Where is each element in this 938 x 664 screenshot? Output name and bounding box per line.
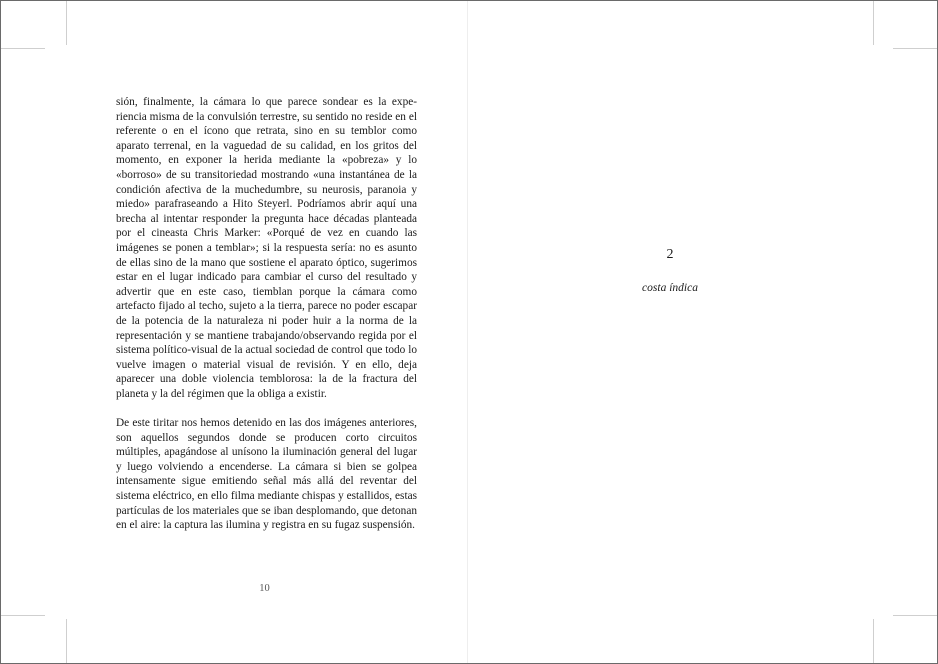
left-page — [1, 1, 467, 663]
chapter-title: costa índica — [642, 282, 698, 294]
chapter-number: 2 — [666, 247, 674, 262]
crop-mark — [1, 48, 45, 49]
crop-mark — [66, 1, 67, 45]
paragraph: sión, finalmente, la cámara lo que parece sondear es la experiencia misma de la convulsión terrestre, su sentido no reside en el referente o en el ícono que retrata, sino en su temblor como aparato terrenal, en la vaguedad de su calidad, en los gritos del momento, en exponer la herida mediante la «pobreza» y lo «borroso» de su transitoriedad mostrando «una instantánea de la condición afectiva de la muchedumbre, su neurosis, paranoia y miedo» parafraseando a Hito Steyerl. Podríamos abrir aquí una brecha al intentar responder la pregunta hace décadas planteada por el cineasta Chris Marker: «Porqué de vez en cuando las imágenes se ponen a temblar»; si la respuesta sería: no es asunto de ellas sino de la mano que sostiene el aparato óptico, sugerimos estar en el lugar indicado para cambiar el curso del resultado y advertir que en este caso, tiemblan porque la cámara como artefacto fijado al techo, sujeto a la tierra, parece no poder escapar de la potencia de la naturaleza ni poder huir a la norma de la representación y se mantiene trabajando/observando regida por el sistema político-visual de la actual sociedad de control que todo lo vuelve imagen o material visual de revisión. Y en ello, deja aparecer una doble violencia temblorosa: la de la fractura del planeta y la del régimen que la obliga a existir. — [116, 96, 417, 400]
body-text — [116, 95, 417, 533]
crop-mark — [873, 1, 874, 45]
paragraph: De este tiritar nos hemos detenido en las dos imágenes anteriores, son aquellos segundos donde se producen corto circuitos múltiples, apagándose al unísono la iluminación general del lugar y luego volviendo a encenderse. La cámara si bien se golpea intensamente sigue emitiendo señal más allá del reventar del sistema eléctrico, en ello filma mediante chispas y estallidos, estas partículas de los materiales que se iban desplomando, que detonan en el aire: la captura las ilumina y registra en su fugaz suspensión. — [116, 417, 417, 532]
crop-mark — [66, 619, 67, 663]
crop-mark — [1, 615, 45, 616]
crop-mark — [893, 48, 937, 49]
right-page — [468, 1, 937, 663]
crop-mark — [873, 619, 874, 663]
page-number: 10 — [259, 583, 270, 594]
crop-mark — [893, 615, 937, 616]
